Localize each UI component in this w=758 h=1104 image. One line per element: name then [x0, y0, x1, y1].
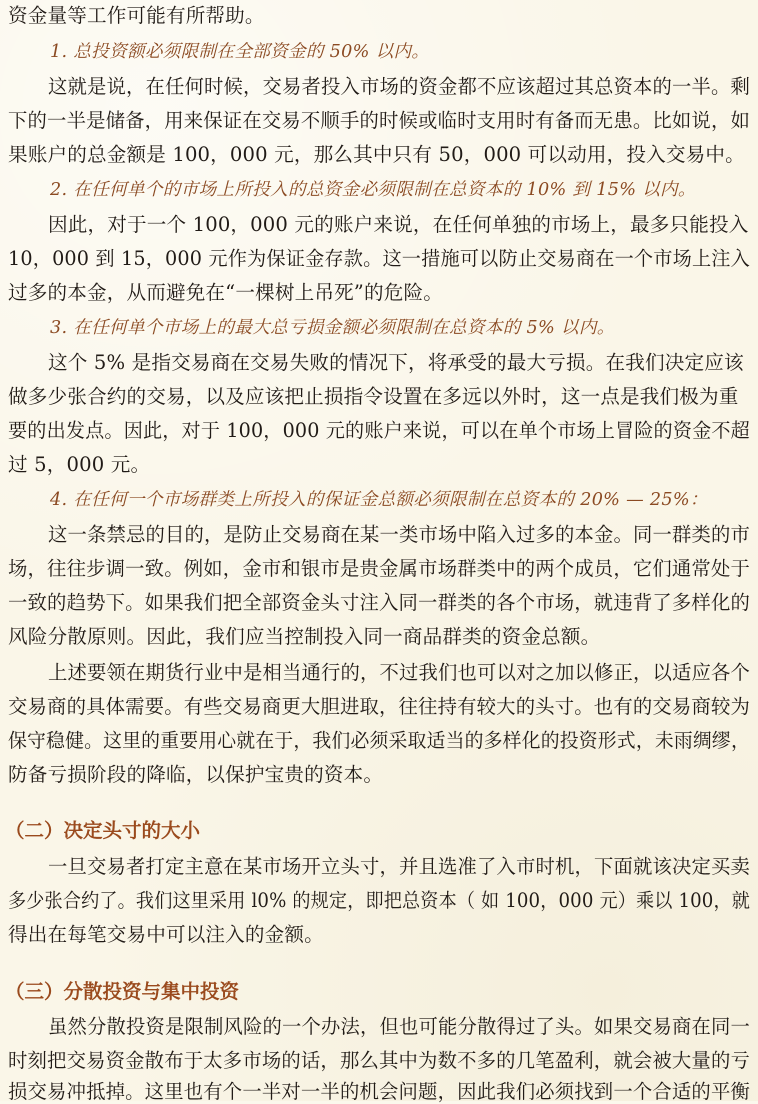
line-text: 保守稳健。这里的重要用心就在于，我们必须采取适当的多样化的投资形式，未雨绸缪，	[8, 729, 750, 752]
line-text: 10，000 到 15，000 元作为保证金存款。这一措施可以防止交易商在一个市场上注入	[8, 247, 750, 270]
line-text: 1. 总投资额必须限制在全部资金的 50% 以内。	[50, 42, 430, 62]
paragraph-line	[8, 453, 150, 477]
line-text: 损交易冲抵掉。这里也有个一半对一半的机会问题，因此我们必须找到一个合适的平衡	[8, 1080, 751, 1103]
line-text: 2. 在任何单个的市场上所投入的总资金必须限制在总资本的 10% 到 15% 以内。	[50, 180, 696, 200]
paragraph-line	[8, 557, 758, 581]
paragraph-line	[8, 763, 383, 787]
line-text: 一致的趋势下。如果我们把全部资金头寸注入同一群类的各个市场，就违背了多样化的	[8, 591, 751, 614]
line-text: 上述要领在期货行业中是相当通行的，不过我们也可以对之加以修正，以适应各个	[48, 661, 750, 684]
paragraph-line	[8, 591, 758, 615]
section-heading-diversification: （三）分散投资与集中投资	[5, 980, 240, 1003]
paragraph-line	[8, 247, 758, 271]
line-text: 因此，对于一个 100，000 元的账户来说，在任何单独的市场上，最多只能投入	[48, 213, 749, 236]
line-text: 交易商的具体需要。有些交易商更大胆进取，往往持有较大的头寸。也有的交易商较为	[8, 695, 751, 718]
line-text: 资金量等工作可能有所帮助。	[8, 4, 265, 27]
line-text: 这个 5% 是指交易商在交易失败的情况下，将承受的最大亏损。在我们决定应该	[48, 351, 744, 374]
paragraph-line	[48, 351, 744, 375]
line-text: 一旦交易者打定主意在某市场开立头寸，并且选准了入市时机，下面就该决定买卖	[48, 855, 750, 878]
paragraph-line	[8, 385, 739, 409]
line-text: 防备亏损阶段的降临，以保护宝贵的资本。	[8, 763, 384, 786]
rule-1-heading	[50, 40, 429, 64]
section-heading-position-size: （二）决定头寸的大小	[5, 819, 201, 842]
line-text: 虽然分散投资是限制风险的一个办法，但也可能分散得过了头。如果交易商在同一	[48, 1015, 750, 1038]
rule-3-heading	[50, 316, 615, 340]
paragraph-line	[8, 419, 758, 443]
paragraph-line	[48, 213, 749, 237]
paragraph-line	[48, 1015, 758, 1039]
paragraph-line	[48, 523, 758, 547]
line-text: 得出在每笔交易中可以注入的金额。	[8, 923, 324, 946]
line-text: 过多的本金，从而避免在“一棵树上吊死”的危险。	[8, 281, 443, 304]
paragraph-line	[8, 889, 758, 913]
line-text: 这一条禁忌的目的，是防止交易商在某一类市场中陷入过多的本金。同一群类的市	[48, 523, 750, 546]
paragraph-line	[8, 143, 745, 167]
line-text: 多少张合约了。我们这里采用 l0% 的规定，即把总资本（ 如 100，000 元）乘以 100，就	[8, 889, 751, 912]
line-text: 风险分散原则。因此，我们应当控制投入同一商品群类的资金总额。	[8, 625, 601, 648]
rule-2-heading	[50, 178, 696, 202]
paragraph-line	[8, 1080, 758, 1104]
line-text: 时刻把交易资金散布于太多市场的话，那么其中为数不多的几笔盈利，就会被大量的亏	[8, 1049, 751, 1072]
paragraph-line	[8, 695, 758, 719]
line-text: 过 5，000 元。	[8, 453, 151, 476]
paragraph-line	[8, 1049, 758, 1073]
paragraph-line	[8, 923, 324, 947]
paragraph-line	[8, 625, 600, 649]
line-text: 4. 在任何一个市场群类上所投入的保证金总额必须限制在总资本的 20% — 25%：	[50, 490, 708, 510]
paragraph-line	[8, 729, 758, 753]
line-text: 做多少张合约的交易，以及应该把止损指令设置在多远以外时，这一点是我们极为重	[8, 385, 739, 408]
paragraph-line	[8, 4, 265, 28]
paragraph-line	[48, 75, 758, 99]
line-text: 这就是说，在任何时候，交易者投入市场的资金都不应该超过其总资本的一半。剩	[48, 75, 750, 98]
line-text: 果账户的总金额是 100，000 元，那么其中只有 50，000 可以动用，投入交易中。	[8, 143, 745, 166]
line-text: 场，往往步调一致。例如，金市和银市是贵金属市场群类中的两个成员，它们通常处于	[8, 557, 751, 580]
paragraph-line	[48, 855, 758, 879]
line-text: 3. 在任何单个市场上的最大总亏损金额必须限制在总资本的 5% 以内。	[50, 318, 615, 338]
line-text: 要的出发点。因此，对于 100，000 元的账户来说，可以在单个市场上冒险的资金不超	[8, 419, 750, 442]
rule-4-heading	[50, 488, 708, 512]
line-text: 下的一半是储备，用来保证在交易不顺手的时候或临时支用时有备而无患。比如说，如	[8, 109, 751, 132]
paragraph-line	[8, 109, 758, 133]
paragraph-line	[8, 281, 443, 305]
paragraph-line	[48, 661, 758, 685]
